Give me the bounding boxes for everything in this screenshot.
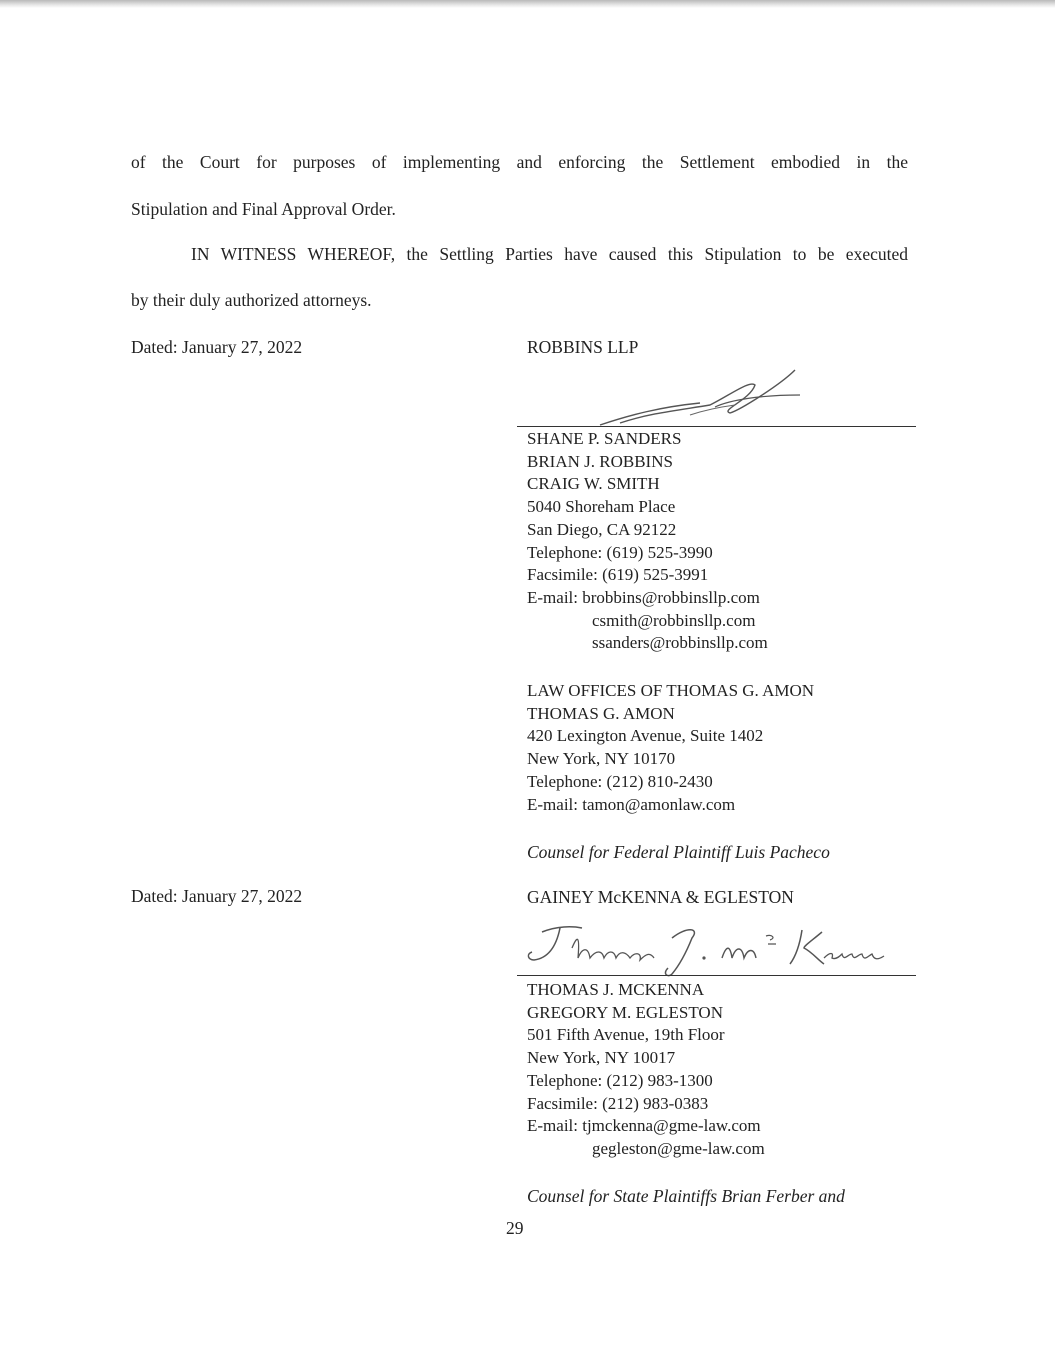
page-number: 29: [506, 1218, 524, 1238]
attorney-name: CRAIG W. SMITH: [527, 474, 660, 494]
body-text-line: by their duly authorized attorneys.: [131, 290, 372, 310]
attorney-info-amon: [527, 680, 814, 816]
email: E-mail: brobbins@robbinsllp.com: [527, 587, 760, 607]
telephone: Telephone: (212) 810-2430: [527, 771, 713, 791]
signature-mckenna: [522, 918, 922, 978]
email: gegleston@gme-law.com: [592, 1138, 765, 1158]
attorney-name: GREGORY M. EGLESTON: [527, 1002, 723, 1022]
firm-name: GAINEY McKENNA & EGLESTON: [527, 887, 794, 907]
facsimile: Facsimile: (212) 983-0383: [527, 1093, 709, 1113]
attorney-name: THOMAS J. MCKENNA: [527, 980, 705, 999]
counsel-for: Counsel for State Plaintiffs Brian Ferber and: [527, 1186, 845, 1206]
email: E-mail: tjmckenna@gme-law.com: [527, 1116, 761, 1136]
email: ssanders@robbinsllp.com: [592, 633, 768, 653]
email: E-mail: tamon@amonlaw.com: [527, 794, 736, 814]
body-text-line: IN WITNESS WHEREOF, the Settling Parties have caused this Stipulation to be executed: [191, 244, 908, 264]
address-line: New York, NY 10170: [527, 749, 676, 769]
facsimile: Facsimile: (619) 525-3991: [527, 565, 709, 585]
dated-line: Dated: January 27, 2022: [131, 886, 303, 906]
firm-name: ROBBINS LLP: [527, 337, 639, 357]
address-line: 501 Fifth Avenue, 19th Floor: [527, 1025, 725, 1045]
signature-line: [517, 426, 916, 427]
body-text-line: of the Court for purposes of implementing and enforcing the Settlement embodied in the: [131, 152, 908, 172]
attorney-info-mckenna: [527, 979, 765, 1161]
address-line: San Diego, CA 92122: [527, 519, 677, 539]
telephone: Telephone: (619) 525-3990: [527, 542, 713, 562]
dated-line: Dated: January 27, 2022: [131, 337, 303, 357]
attorney-name: THOMAS G. AMON: [527, 703, 675, 723]
attorney-info-robbins: [527, 428, 768, 655]
signature-sanders: [590, 365, 810, 435]
signature-line: [517, 975, 916, 976]
telephone: Telephone: (212) 983-1300: [527, 1070, 713, 1090]
address-line: 420 Lexington Avenue, Suite 1402: [527, 726, 764, 746]
scan-edge: [0, 0, 1055, 8]
attorney-name: SHANE P. SANDERS: [527, 429, 682, 448]
counsel-for: Counsel for Federal Plaintiff Luis Pacheco: [527, 842, 830, 862]
address-line: New York, NY 10017: [527, 1048, 676, 1068]
attorney-name: BRIAN J. ROBBINS: [527, 451, 673, 471]
body-text-line: Stipulation and Final Approval Order.: [131, 199, 396, 219]
email: csmith@robbinsllp.com: [592, 610, 756, 630]
address-line: 5040 Shoreham Place: [527, 497, 676, 517]
firm-name: LAW OFFICES OF THOMAS G. AMON: [527, 681, 815, 700]
